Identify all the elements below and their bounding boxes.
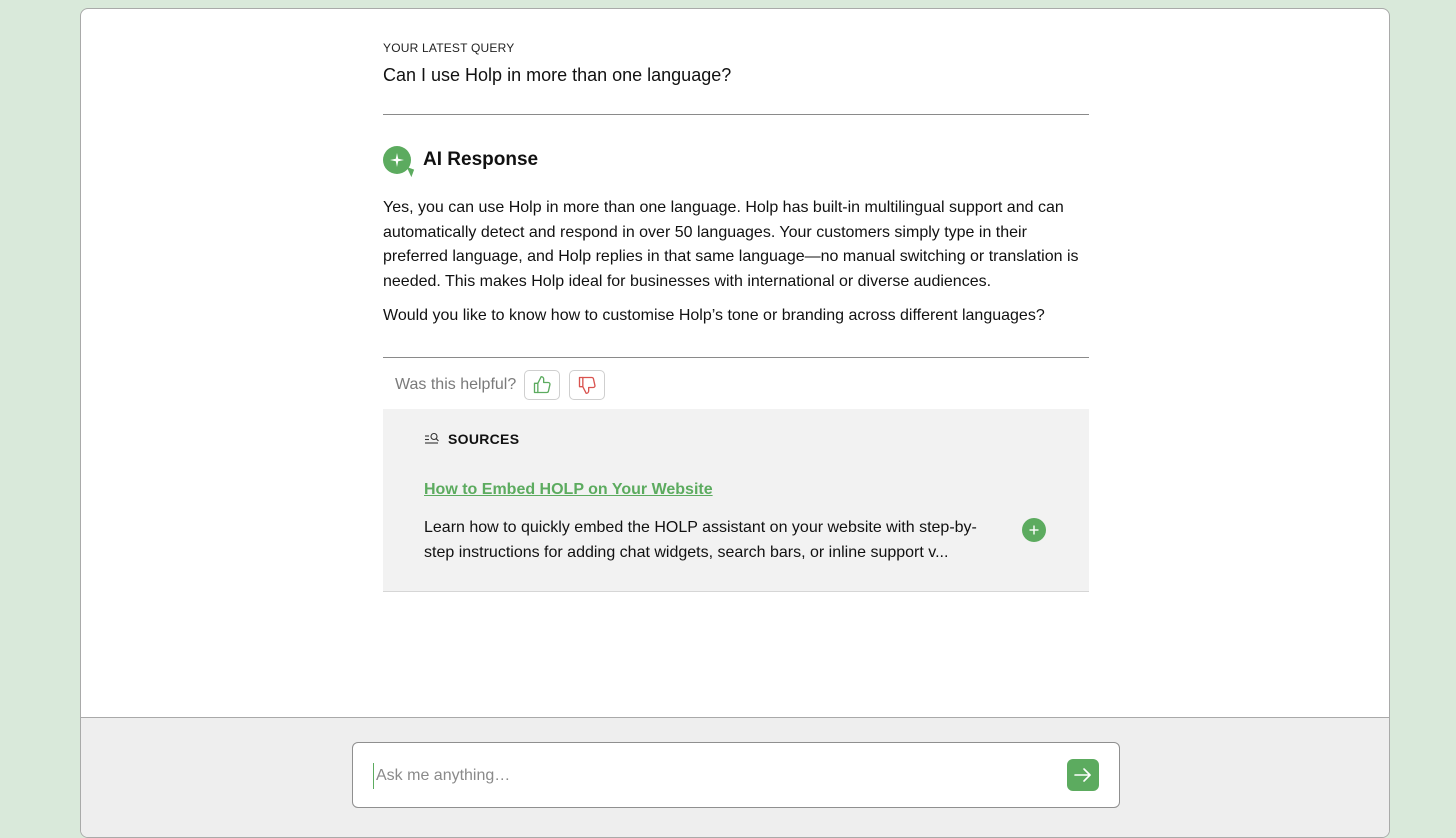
feedback-bar: [395, 370, 614, 400]
expand-source-button[interactable]: [1022, 518, 1046, 542]
plus-icon: [1029, 525, 1039, 535]
sources-title: SOURCES: [448, 431, 520, 447]
thumbs-up-button[interactable]: [524, 370, 560, 400]
search-list-icon: [424, 432, 440, 446]
composer-bar: [81, 717, 1390, 838]
arrow-right-icon: [1073, 767, 1093, 783]
sources-panel: [383, 409, 1089, 592]
send-button[interactable]: [1067, 759, 1099, 791]
thumbs-down-icon: [577, 375, 597, 395]
sources-header: [424, 431, 519, 447]
source-link[interactable]: How to Embed HOLP on Your Website: [424, 481, 713, 498]
response-paragraph: Would you like to know how to customise Holp’s tone or branding across different languages?: [383, 307, 1045, 324]
query-text: Can I use Holp in more than one language?: [383, 65, 732, 85]
divider: [383, 114, 1089, 115]
chat-window: [80, 8, 1390, 838]
ai-response-title: AI Response: [423, 149, 539, 170]
composer: [352, 742, 1120, 808]
ai-response-header: [383, 146, 538, 174]
sparkle-icon: [383, 146, 411, 174]
thumbs-down-button[interactable]: [569, 370, 605, 400]
ask-input[interactable]: [373, 763, 1038, 789]
query-label: YOUR LATEST QUERY: [383, 41, 515, 55]
response-paragraph: Yes, you can use Holp in more than one language. Holp has built-in multilingual support and can automatically detect and respond in over 50 languages. Your customers simply type in their preferred language, and Holp replies in that same language—no manual switching or translation is needed. This makes Holp ideal for businesses with international or diverse audiences.: [383, 199, 1079, 290]
ai-response-body: [383, 196, 1089, 339]
source-description: Learn how to quickly embed the HOLP assistant on your website with step-by-step instructions for adding chat widgets, search bars, or inline support v...: [424, 519, 977, 561]
divider: [383, 357, 1089, 358]
thumbs-up-icon: [532, 375, 552, 395]
feedback-label: Was this helpful?: [395, 376, 517, 393]
